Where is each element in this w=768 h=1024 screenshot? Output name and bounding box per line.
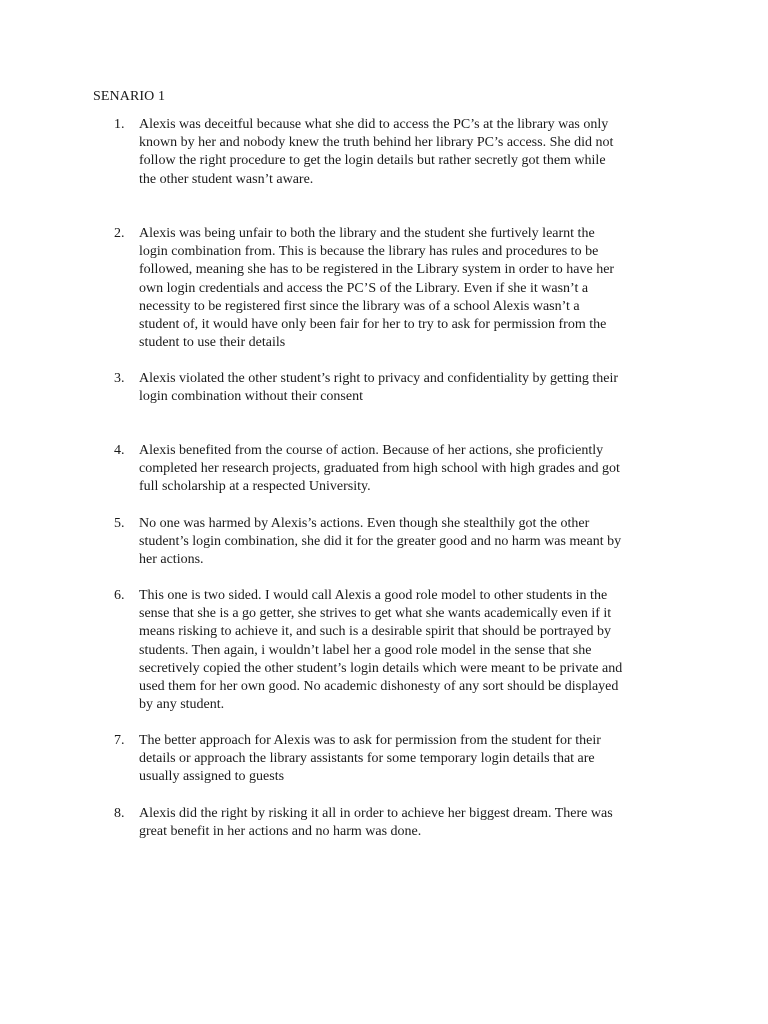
list-item-number: 7.	[114, 733, 125, 748]
list-item-number: 8.	[114, 806, 125, 821]
list-item-number: 2.	[114, 226, 125, 241]
list-item-text: Alexis was deceitful because what she did to access the PC’s at the library was only known by her and nobody knew the truth behind her library PC’s access. She did not follow the right procedure to get the login details but rather secretly got them while the other student wasn’t aware.	[139, 117, 614, 187]
list-item	[114, 805, 674, 841]
list-item-text: Alexis was being unfair to both the library and the student she furtively learnt the login combination from. This is because the library has rules and procedures to be followed, meaning she has to be registered in the Library system in order to have her own login credentials and access the PC’S of the Library. Even if she it wasn’t a necessity to be registered first since the library was of a school Alexis wasn’t a student of, it would have only been fair for her to try to ask for permission from the student to use their details	[139, 226, 615, 351]
list-item	[114, 442, 674, 497]
list-item	[114, 116, 674, 189]
list-item	[114, 370, 674, 406]
list-item-text: The better approach for Alexis was to ask for permission from the student for their details or approach the library assistants for some temporary login details that are usually assigned to guests	[139, 733, 601, 785]
list-item	[114, 515, 674, 570]
list-item-text: No one was harmed by Alexis’s actions. Even though she stealthily got the other student’s login combination, she did it for the greater good and no harm was meant by her actions.	[139, 516, 622, 568]
list-item-text: This one is two sided. I would call Alexis a good role model to other students in the sense that she is a go getter, she strives to get what she wants academically even if it means risking to achieve it, and such is a desirable spirit that should be portrayed by students. Then again, i wouldn’t label her a good role model in the sense that she secretively copied the other student’s login details which were meant to be private and used them for her own good. No academic dishonesty of any sort should be displayed by any student.	[139, 588, 623, 713]
list-item-number: 6.	[114, 588, 125, 603]
list-item	[114, 732, 674, 787]
list-item	[114, 225, 674, 352]
document-title: SENARIO 1	[93, 89, 166, 104]
list-item-text: Alexis did the right by risking it all in order to achieve her biggest dream. There was great benefit in her actions and no harm was done.	[139, 806, 613, 840]
list-item-number: 1.	[114, 117, 125, 132]
list-item	[114, 587, 674, 714]
list-item-text: Alexis benefited from the course of action. Because of her actions, she proficiently completed her research projects, graduated from high school with high grades and got full scholarship at a respected University.	[139, 443, 620, 495]
list-item-number: 3.	[114, 371, 125, 386]
list-item-number: 4.	[114, 443, 125, 458]
list-item-number: 5.	[114, 516, 125, 531]
list-item-text: Alexis violated the other student’s right to privacy and confidentiality by getting their login combination without their consent	[139, 371, 619, 405]
